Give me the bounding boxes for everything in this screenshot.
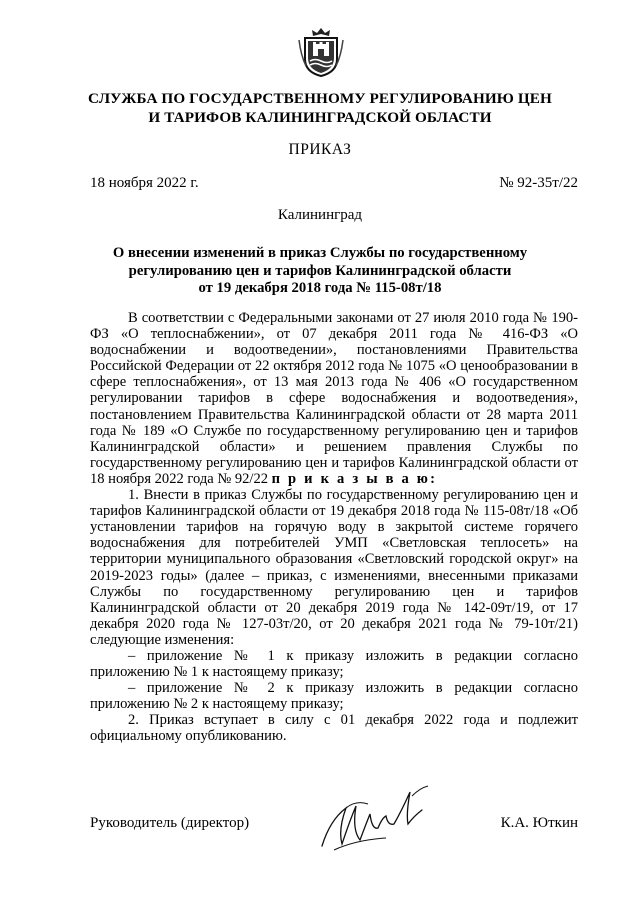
document-body (90, 310, 578, 745)
signatory-name: К.А. Юткин (500, 815, 578, 831)
order-word: п р и к а з ы в а ю: (271, 470, 438, 487)
document-type: ПРИКАЗ (288, 141, 352, 158)
subject-line-3: от 19 декабря 2018 года № 115-08т/18 (198, 280, 442, 296)
preamble-paragraph (90, 310, 578, 487)
coat-of-arms-emblem (296, 26, 346, 78)
document-number: № 92-35т/22 (499, 175, 578, 191)
organization-line-1: СЛУЖБА ПО ГОСУДАРСТВЕННОМУ РЕГУЛИРОВАНИЮ ЦЕН (88, 90, 552, 107)
subject-line-1: О внесении изменений в приказ Службы по государственному (112, 245, 528, 261)
item-1-paragraph: 1. Внести в приказ Службы по государственному регулированию цен и тарифов Калининградской области от 19 декабря 2018 года № 115-08т/18 «Об установлении тарифов на горячую воду в закрытой системе горячего водоснабжения для потребителей УМП «Светловская теплосеть» на территории муниципального образования «Светловский городской округ» на 2019-2023 годы» (далее – приказ, с изменениями, внесенными приказами Службы по государственному регулированию цен и тарифов Калининградской области от 20 декабря 2019 года № 142-09т/19, от 17 декабря 2020 года № 127-03т/20, от 20 декабря 2021 года № 79-10т/21) следующие изменения: (90, 487, 578, 648)
preamble-text: В соответствии с Федеральными законами от 27 июля 2010 года № 190-ФЗ «О теплоснабжении», от 07 декабря 2011 года № 416-ФЗ «О водоснабжении и водоотведении», постановлениями Правительства Российской Федерации от 22 октября 2012 года № 1075 «О ценообразовании в сфере теплоснабжения», от 13 мая 2013 года № 406 «О государственном регулировании тарифов в сфере водоснабжения и водоотведения», постановлением Правительства Калининградской области от 28 марта 2011 года № 189 «О Службе по государственному регулированию цен и тарифов Калининградской области» и решением правления Службы по государственному регулированию цен и тарифов Калининградской области от 18 ноября 2022 года № 92/22 (90, 310, 578, 487)
item-1b-paragraph: – приложение № 2 к приказу изложить в редакции согласно приложению № 2 к настоящему приказу; (90, 680, 578, 713)
document-city: Калининград (277, 207, 363, 223)
organization-name (0, 90, 640, 127)
subject-line-2: регулированию цен и тарифов Калининградской области (128, 262, 512, 279)
signatory-role: Руководитель (директор) (90, 815, 250, 831)
item-2-paragraph: 2. Приказ вступает в силу с 01 декабря 2022 года и подлежит официальному опубликованию. (90, 712, 578, 745)
item-1a-paragraph: – приложение № 1 к приказу изложить в редакции согласно приложению № 1 к настоящему приказу; (90, 647, 578, 681)
organization-line-2: И ТАРИФОВ КАЛИНИНГРАДСКОЙ ОБЛАСТИ (148, 108, 492, 126)
document-date: 18 ноября 2022 г. (90, 175, 199, 191)
document-subject (0, 245, 640, 298)
handwritten-signature (316, 780, 441, 860)
